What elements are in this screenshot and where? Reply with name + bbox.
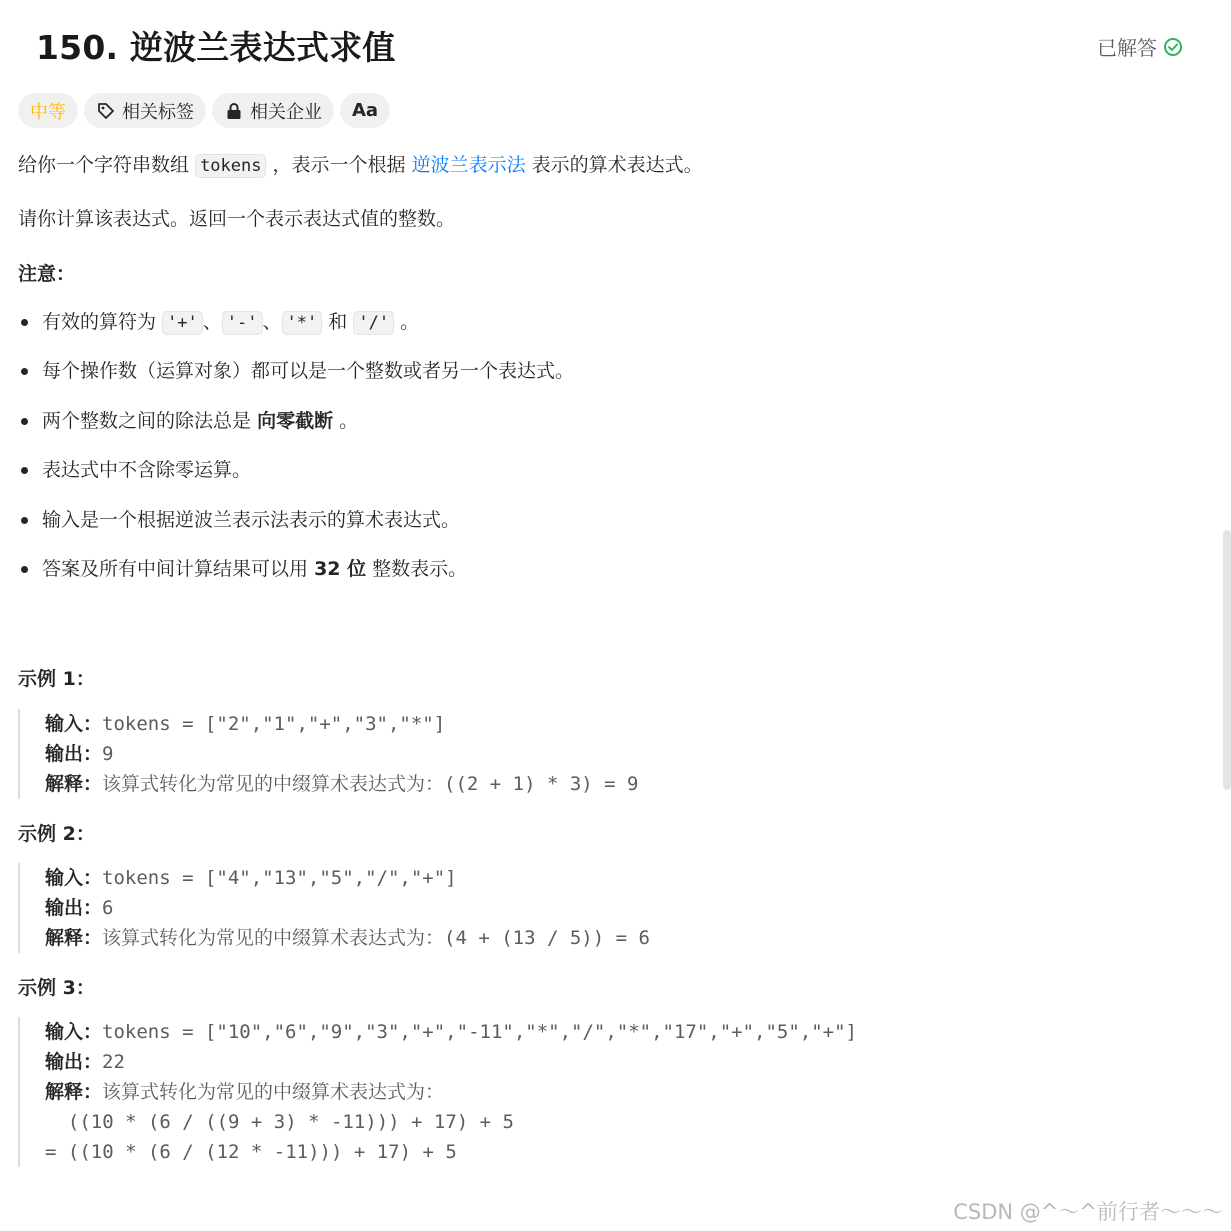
input-label: 输入： [45,712,103,735]
watermark: CSDN @^～^前行者～～～ [953,1200,1223,1224]
text: 有效的算符为 [42,310,157,333]
example-2-title: 示例 2： [18,822,95,845]
difficulty-label: 中等 [30,101,66,123]
list-item [18,495,1213,545]
text: 两个整数之间的除法总是 [42,409,252,432]
inline-code-multiply: '*' [282,311,323,335]
text: 。 [339,409,359,432]
example-1-title: 示例 1： [18,668,95,691]
example-input: tokens = ["10","6","9","3","+","-11","*","/","*","17","+","5","+"] [102,1021,857,1044]
translate-icon: Aa [352,100,379,121]
problem-header [18,0,1213,92]
translate-button[interactable] [340,93,390,128]
related-companies-label: 相关企业 [250,101,322,123]
explanation-label: 解释： [45,1081,103,1104]
example-3-title: 示例 3： [18,976,95,999]
bold-text: 向零截断 [257,409,334,432]
example-1-block [18,709,1213,799]
check-circle-icon [1163,37,1183,57]
inline-code-minus: '-' [222,311,263,335]
example-expression: ((2 + 1) * 3) = 9 [444,772,639,795]
example-3-block [18,1017,1213,1167]
text: 整数表示。 [372,558,468,581]
text: ，表示一个根据 [272,154,406,176]
output-label: 输出： [45,896,103,919]
tag-icon [96,101,116,121]
text: 输入是一个根据逆波兰表示法表示的算术表达式。 [42,508,461,531]
example-expression-line-2: = ((10 * (6 / (12 * -11))) + 17) + 5 [45,1141,457,1164]
example-expression: (4 + (13 / 5)) = 6 [444,926,650,949]
description-paragraph-2: 请你计算该表达式。返回一个表示表达式值的整数。 [18,208,456,231]
list-item [18,446,1213,496]
text: 给你一个字符串数组 [18,154,190,176]
example-explanation: 该算式转化为常见的中缀算术表达式为： [102,1081,445,1104]
list-item [18,297,1213,347]
text: 答案及所有中间计算结果可以用 [42,558,309,581]
text: 、 [202,310,222,333]
text: 表达式中不含除零运算。 [42,459,252,482]
related-tags-label: 相关标签 [122,101,194,123]
rpn-link[interactable]: 逆波兰表示法 [411,154,526,176]
input-label: 输入： [45,866,103,889]
tag-row [18,93,390,128]
problem-description [18,150,1213,1167]
text: 每个操作数（运算对象）都可以是一个整数或者另一个表达式。 [42,360,575,383]
related-tags-button[interactable] [84,93,206,128]
example-explanation: 该算式转化为常见的中缀算术表达式为： [102,926,445,949]
list-item [18,396,1213,446]
example-output: 6 [102,896,114,919]
description-paragraph-1 [18,150,1213,180]
example-output: 9 [102,742,114,765]
explanation-label: 解释： [45,926,103,949]
difficulty-badge[interactable] [18,93,78,128]
text: 、 [262,310,282,333]
example-output: 22 [102,1051,125,1074]
example-input: tokens = ["2","1","+","3","*"] [102,712,446,735]
note-heading: 注意： [18,262,76,285]
inline-code-divide: '/' [353,311,394,335]
example-2-block [18,863,1213,953]
solved-status[interactable] [1097,32,1183,61]
text: 。 [400,310,420,333]
text: 和 [328,310,348,333]
scrollbar-thumb[interactable] [1223,530,1231,790]
scrollbar[interactable] [1223,0,1231,1231]
notes-list [18,297,1213,594]
page-title: 150. 逆波兰表达式求值 [36,28,396,67]
output-label: 输出： [45,742,103,765]
bold-text: 32 位 [314,558,367,581]
text: 表示的算术表达式。 [531,154,703,176]
example-explanation: 该算式转化为常见的中缀算术表达式为： [102,772,445,795]
inline-code-tokens: tokens [195,154,266,178]
output-label: 输出： [45,1051,103,1074]
inline-code-plus: '+' [162,311,203,335]
list-item [18,545,1213,595]
solved-label: 已解答 [1097,36,1157,60]
example-input: tokens = ["4","13","5","/","+"] [102,866,457,889]
lock-icon [224,101,244,121]
explanation-label: 解释： [45,772,103,795]
list-item [18,347,1213,397]
example-expression-line-1: ((10 * (6 / ((9 + 3) * -11))) + 17) + 5 [45,1111,514,1134]
input-label: 输入： [45,1021,103,1044]
related-companies-button[interactable] [212,93,334,128]
